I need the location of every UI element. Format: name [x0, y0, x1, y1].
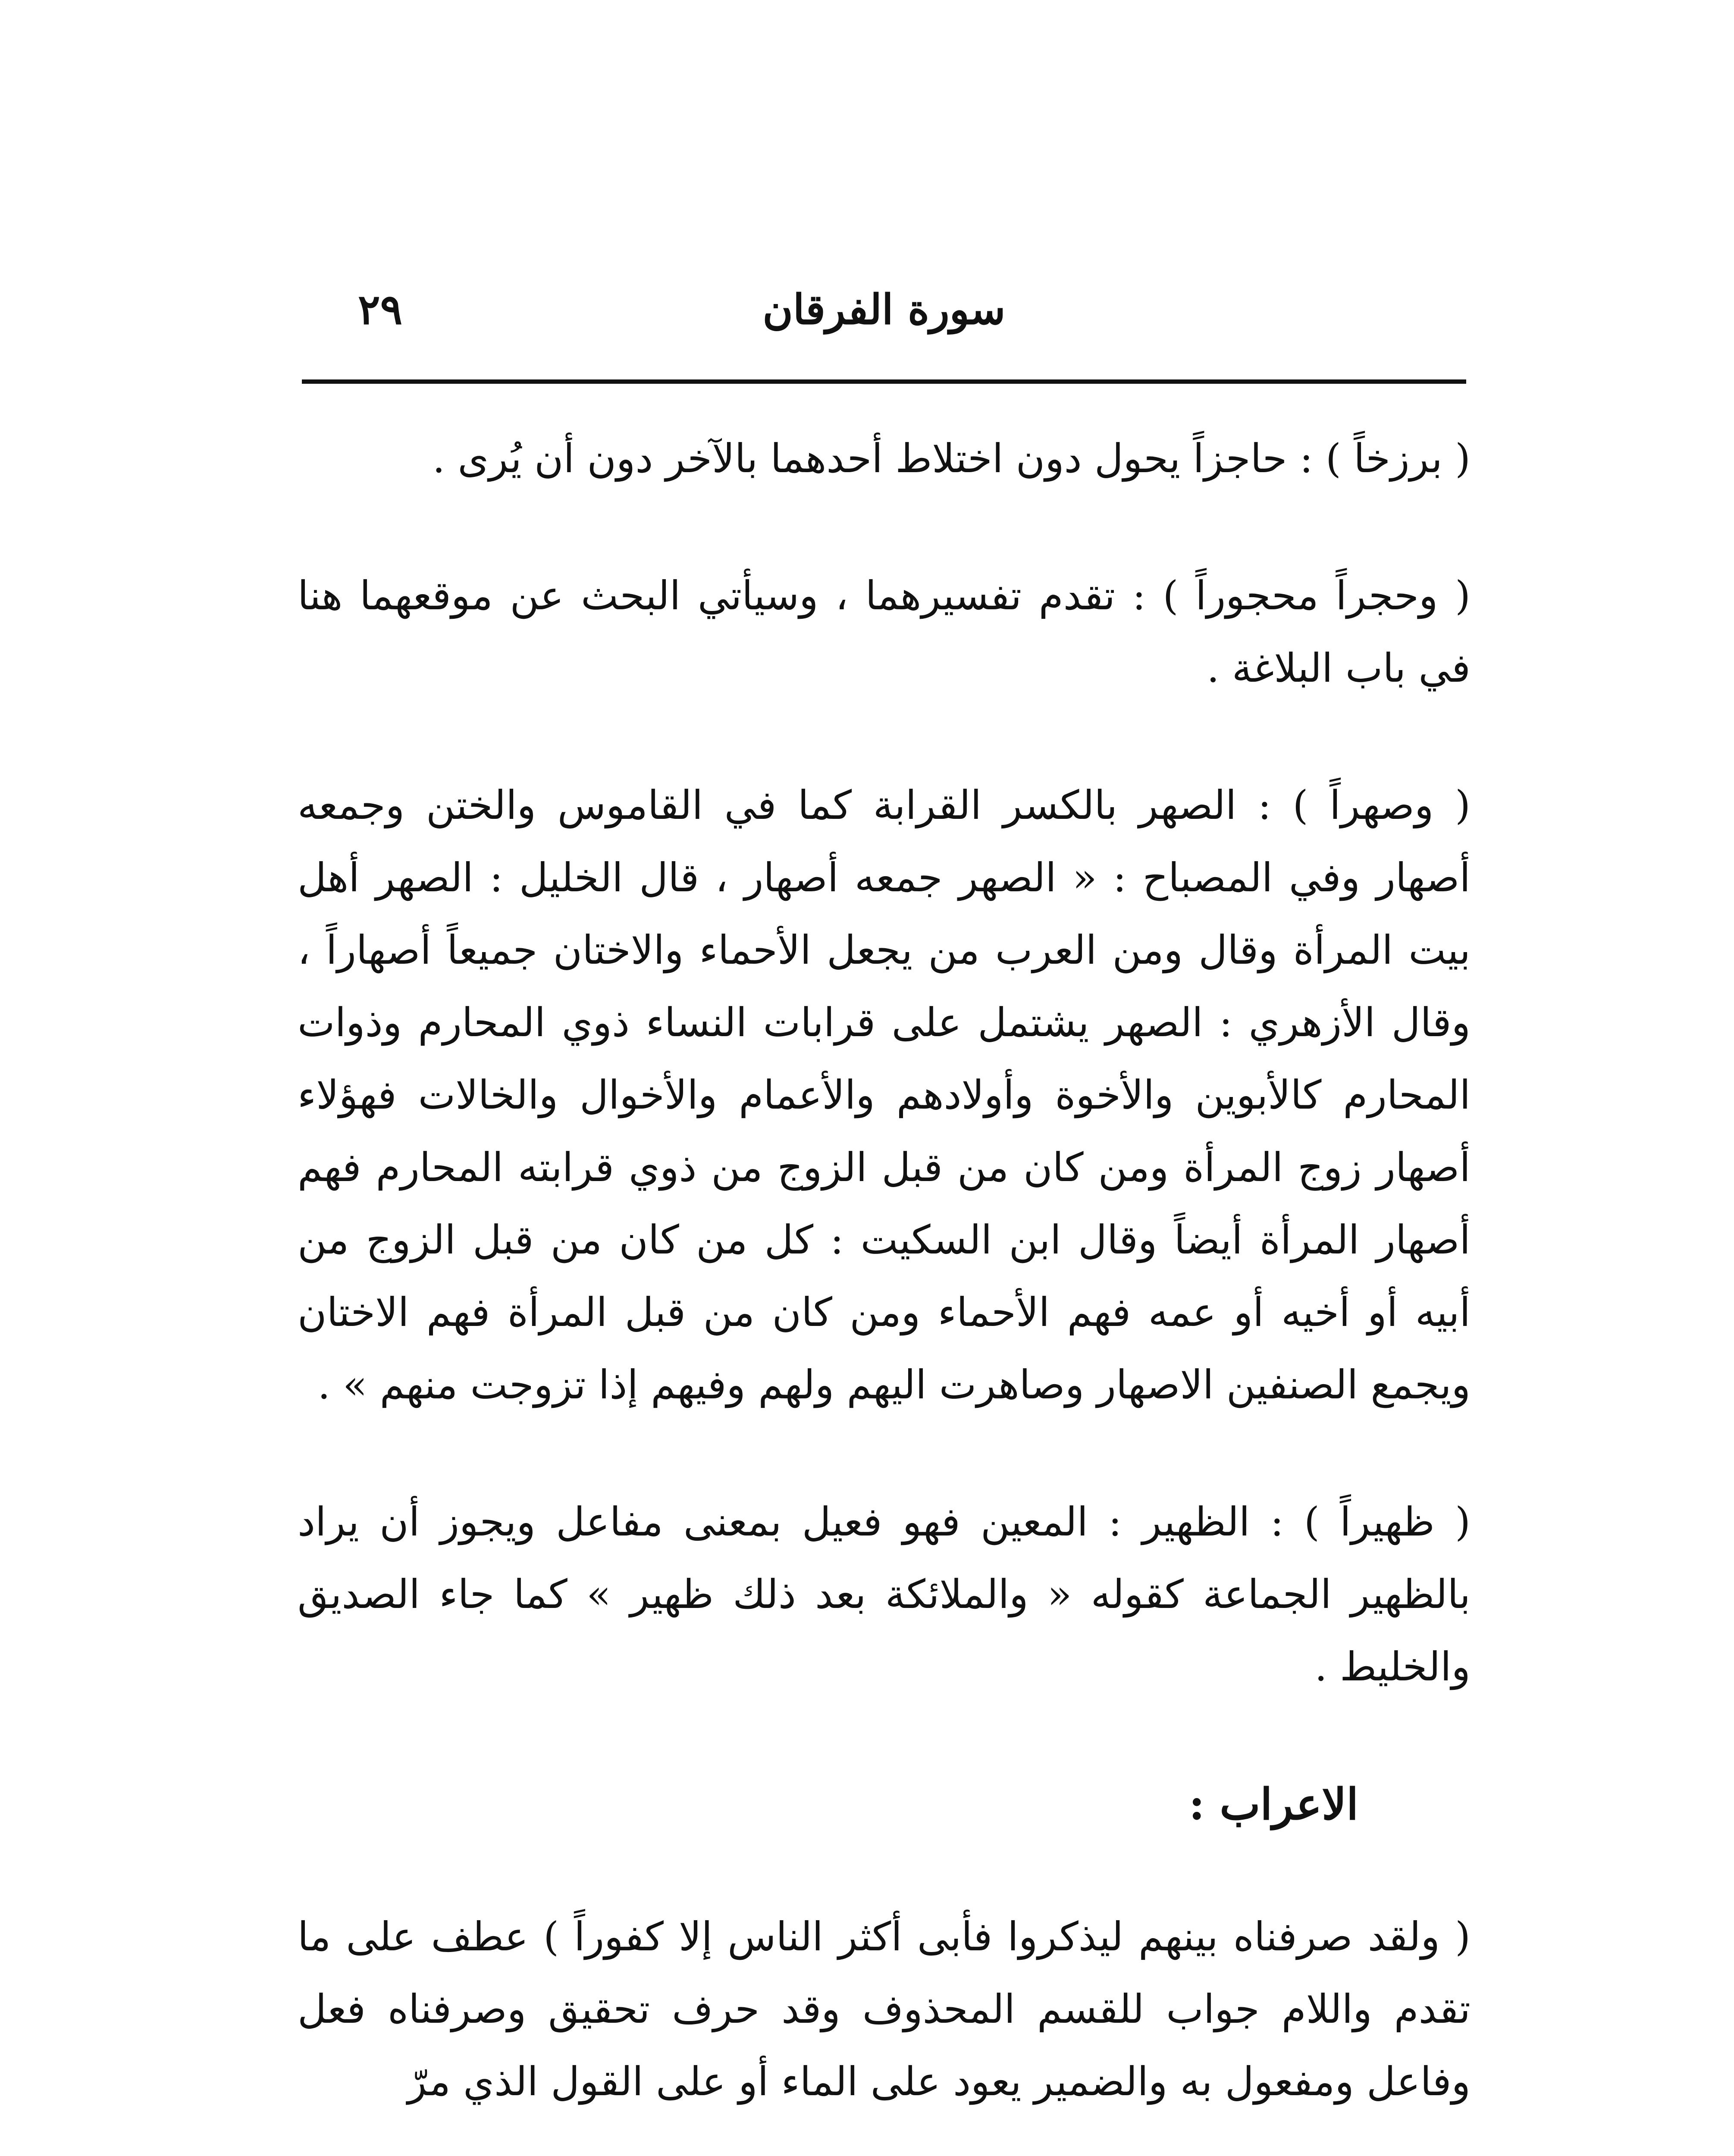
- running-title: سورة الفرقان: [762, 285, 1006, 334]
- paragraph-hijr: ( وحجراً محجوراً ) : تقدم تفسيرهما ، وسيأتي البحث عن موقعهما هنا في باب البلاغة .: [298, 573, 1471, 691]
- paragraph-irab: ( ولقد صرفناه بينهم ليذكروا فأبى أكثر الناس إلا كفوراً ) عطف على ما تقدم واللام جواب للقسم المحذوف وقد حرف تحقيق وصرفناه فعل وفاعل ومفعول به والضمير يعود على الماء أو على القول الذي مرّ: [298, 1914, 1471, 2105]
- page-body: [298, 423, 1471, 2118]
- running-header: [302, 276, 1466, 367]
- section-heading-irab: الاعراب :: [1188, 1779, 1358, 1830]
- page-number: ٢٩: [358, 285, 403, 334]
- paragraph-zahir: ( ظهيراً ) : الظهير : المعين فهو فعيل بمعنى مفاعل ويجوز أن يراد بالظهير الجماعة كقوله « والملائكة بعد ذلك ظهير » كما جاء الصديق والخليط .: [298, 1499, 1471, 1690]
- header-rule: [302, 379, 1466, 384]
- paragraph-barzakh: ( برزخاً ) : حاجزاً يحول دون اختلاط أحدهما بالآخر دون أن يُرى .: [432, 436, 1471, 482]
- paragraph-sihr: ( وصهراً ) : الصهر بالكسر القرابة كما في القاموس والختن وجمعه أصهار وفي المصباح : « الصهر جمعه أصهار ، قال الخليل : الصهر أهل بيت المرأة وقال ومن العرب من يجعل الأحماء والاختان جميعاً أصهاراً ، وقال الأزهري : الصهر يشتمل على قرابات النساء ذوي المحارم وذوات المحارم كالأبوين والأخوة وأولادهم والأعمام والأخوال والخالات فهؤلاء أصهار زوج المرأة ومن كان من قبل الزوج من ذوي قرابته المحارم فهم أصهار المرأة أيضاً وقال ابن السكيت : كل من كان من قبل الزوج من أبيه أو أخيه أو عمه فهم الأحماء ومن كان من قبل المرأة فهم الاختان ويجمع الصنفين الاصهار وصاهرت اليهم ولهم وفيهم إذا تزوجت منهم » .: [298, 782, 1471, 1408]
